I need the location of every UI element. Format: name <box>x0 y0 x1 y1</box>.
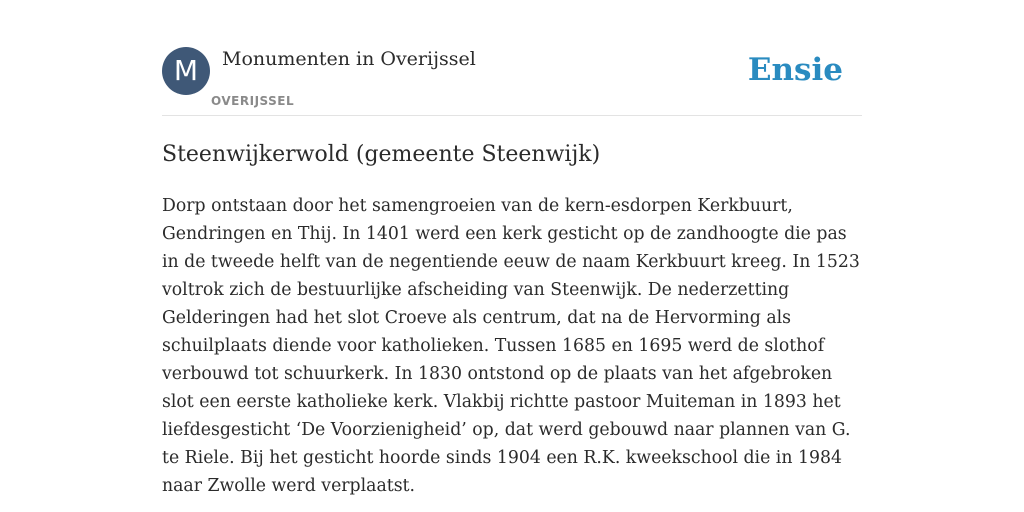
source-title[interactable]: Monumenten in Overijssel <box>222 48 476 70</box>
header-divider <box>162 115 862 116</box>
ensie-logo[interactable]: Ensie <box>747 52 843 88</box>
category-label[interactable]: OVERIJSSEL <box>211 94 295 108</box>
avatar[interactable]: M <box>162 47 210 95</box>
article-title: Steenwijkerwold (gemeente Steenwijk) <box>162 142 601 167</box>
article-body: Dorp ontstaan door het samengroeien van de kern-esdorpen Kerkbuurt, Gendringen en Thij. In 1401 werd een kerk gesticht op de zandhoogte die pas in de tweede helft van de negentiende eeuw de naam Kerkbuurt kreeg. In 1523 voltrok zich de bestuurlijke afscheiding van Steenwijk. De nederzetting Gelderingen had het slot Croeve als centrum, dat na de Hervorming als schuilplaats diende voor katholieken. Tussen 1685 en 1695 werd de slothof verbouwd tot schuurkerk. In 1830 ontstond op de plaats van het afgebroken slot een eerste katholieke kerk. Vlakbij richtte pastoor Muiteman in 1893 het liefdesgesticht ‘De Voorzienigheid’ op, dat werd gebouwd naar plannen van G. te Riele. Bij het gesticht hoorde sinds 1904 een R.K. kweekschool die in 1984 naar Zwolle werd verplaatst. <box>162 196 860 496</box>
